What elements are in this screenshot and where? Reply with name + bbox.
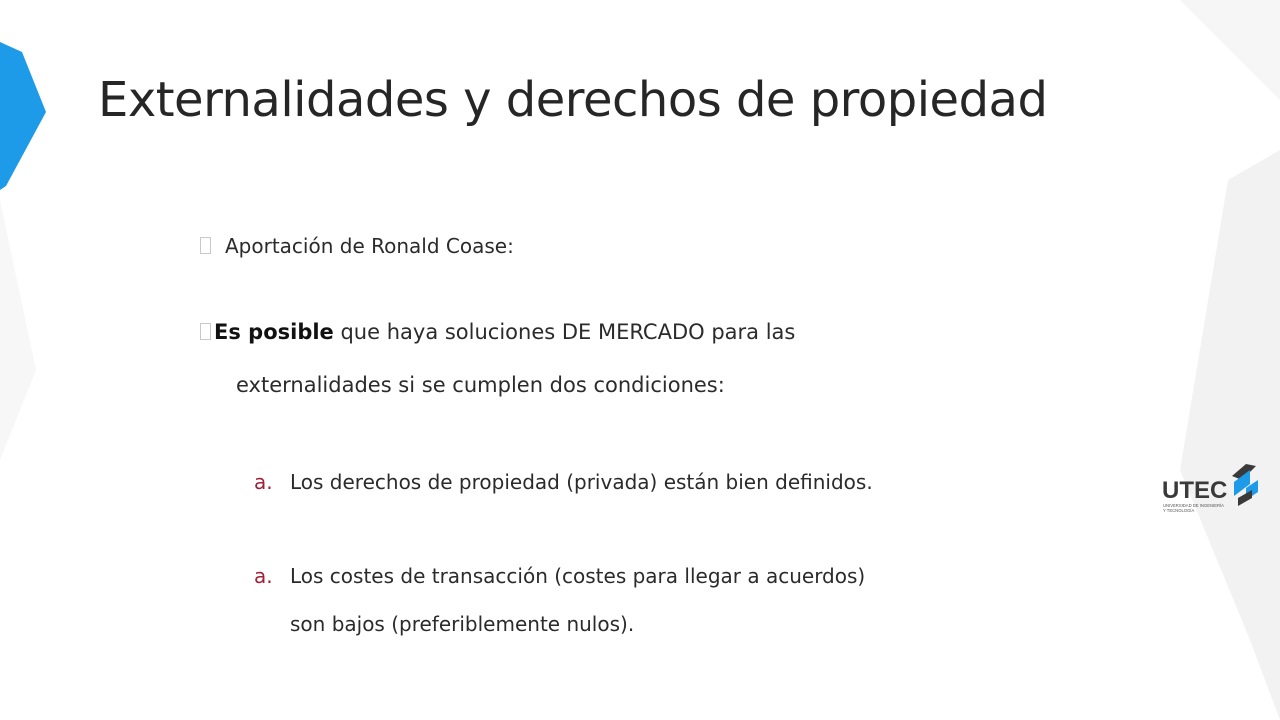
bullet-text: Aportación de Ronald Coase: bbox=[225, 234, 514, 258]
condition-item bbox=[254, 470, 873, 494]
bullet-continuation: externalidades si se cumplen dos condiciones: bbox=[236, 373, 725, 397]
bullet-ronald-coase bbox=[200, 234, 514, 258]
condition-text: Los costes de transacción (costes para llegar a acuerdos) bbox=[290, 564, 866, 588]
condition-marker: a. bbox=[254, 564, 273, 588]
condition-continuation: son bajos (preferiblemente nulos). bbox=[290, 612, 635, 636]
grey-left-shape bbox=[0, 200, 36, 460]
grey-side-shape bbox=[1180, 150, 1280, 720]
logo-wordmark: UTEC bbox=[1162, 477, 1228, 504]
bullet-box-icon bbox=[200, 323, 211, 340]
logo-mark-icon bbox=[1232, 464, 1258, 506]
logo-tagline: UNIVERSIDAD DE INGENIERÍA bbox=[1163, 503, 1224, 508]
bullet-text: que haya soluciones DE MERCADO para las bbox=[333, 320, 796, 344]
logo-tagline: Y TECNOLOGÍA bbox=[1163, 508, 1195, 513]
blue-chevron-shape bbox=[0, 42, 46, 190]
condition-text: Los derechos de propiedad (privada) están bien definidos. bbox=[290, 470, 873, 494]
bullet-bold-text: Es posible bbox=[214, 320, 334, 344]
condition-marker: a. bbox=[254, 470, 273, 494]
bullet-box-icon bbox=[200, 237, 211, 254]
slide-title: Externalidades y derechos de propiedad bbox=[98, 72, 1048, 128]
utec-logo bbox=[1162, 462, 1262, 518]
condition-item bbox=[254, 564, 865, 588]
grey-top-shape bbox=[1180, 0, 1280, 100]
bullet-es-posible bbox=[200, 320, 795, 344]
